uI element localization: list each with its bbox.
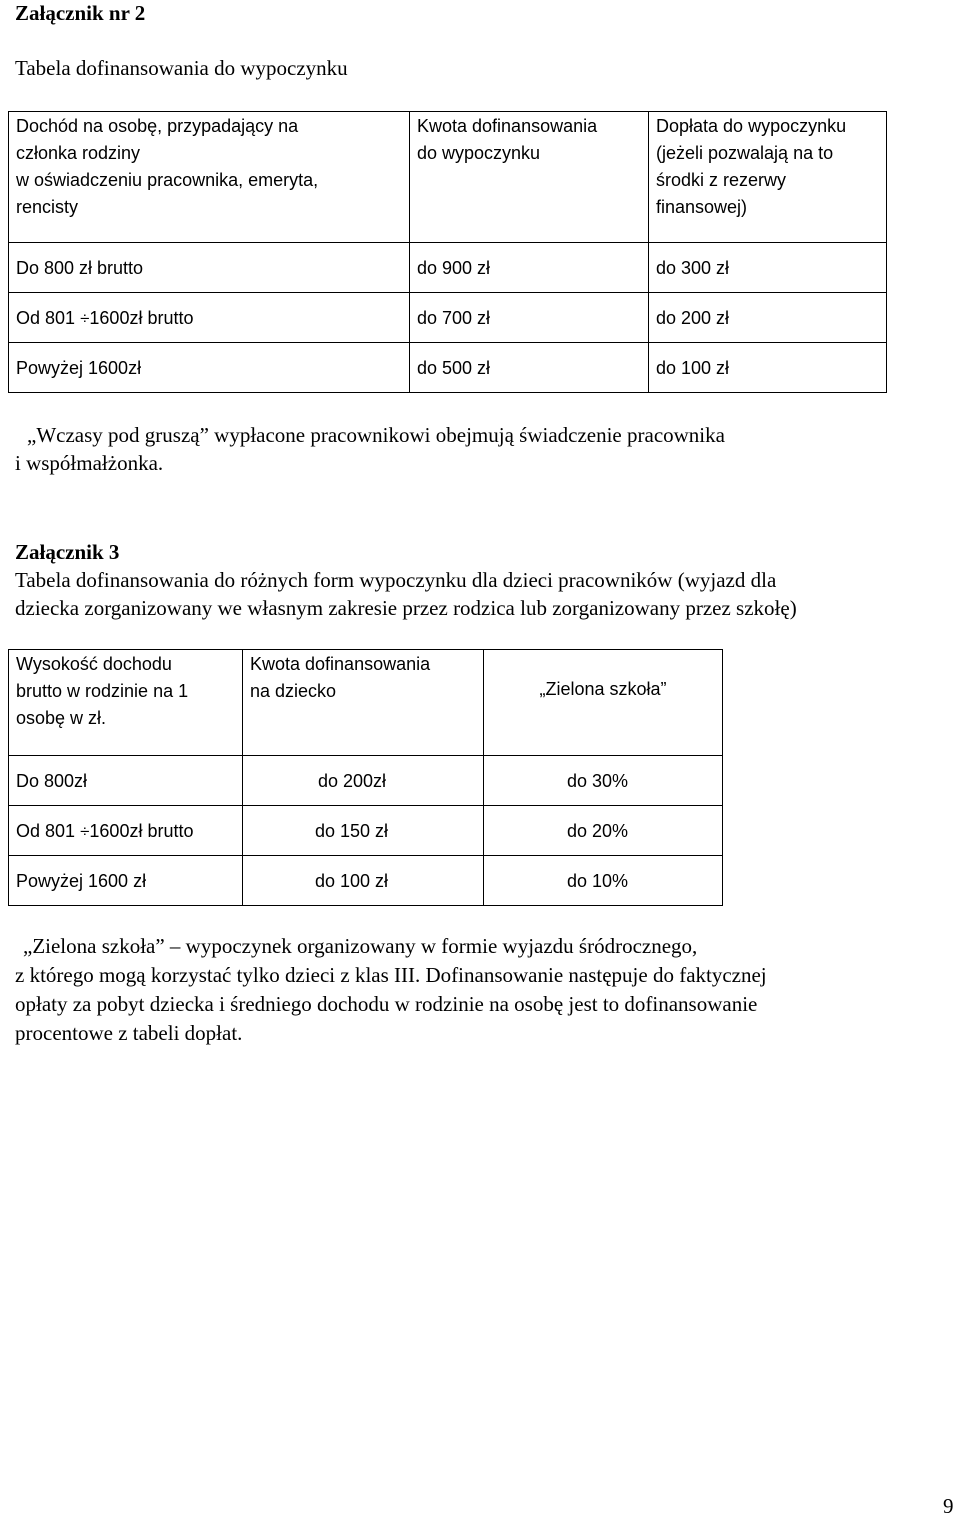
- table1-header-income: [9, 112, 410, 243]
- header-line: Kwota dofinansowania: [417, 116, 598, 136]
- section2-note: [15, 932, 925, 1048]
- table1-header-amount: [410, 112, 649, 243]
- income-prefix: Od 801: [16, 307, 76, 328]
- cell-amount: do 200zł: [243, 756, 484, 806]
- cell-amount: do 500 zł: [410, 343, 649, 393]
- header-line: osobę w zł.: [16, 708, 107, 728]
- page-number: 9: [943, 1494, 954, 1518]
- note-line: opłaty za pobyt dziecka i średniego dochodu w rodzinie na osobę jest to dofinansowanie: [15, 992, 758, 1016]
- header-line: (jeżeli pozwalają na to: [656, 143, 834, 163]
- desc-line: dziecka zorganizowany we własnym zakresie przez rodzica lub zorganizowany przez szkołę): [15, 596, 797, 620]
- table-row: [9, 293, 887, 343]
- header-line: Kwota dofinansowania: [250, 654, 431, 674]
- section2-description: [15, 566, 945, 622]
- cell-extra: do 200 zł: [649, 293, 887, 343]
- income-suffix: 1600zł brutto: [89, 307, 194, 328]
- table-row: [9, 856, 723, 906]
- header-line: Wysokość dochodu: [16, 654, 172, 674]
- header-line: Dopłata do wypoczynku: [656, 116, 847, 136]
- section1-note: [15, 421, 875, 477]
- table1-header-extra: [649, 112, 887, 243]
- table-row: [9, 756, 723, 806]
- cell-amount: do 100 zł: [243, 856, 484, 906]
- note-line: „Zielona szkoła” – wypoczynek organizowany w formie wyjazdu śródrocznego,: [23, 934, 698, 958]
- cell-income: [9, 806, 243, 856]
- income-prefix: Od 801: [16, 820, 76, 841]
- header-line: brutto w rodzinie na 1: [16, 681, 189, 701]
- section1-subtitle: Tabela dofinansowania do wypoczynku: [15, 56, 348, 80]
- header-line: Dochód na osobę, przypadający na: [16, 116, 299, 136]
- cell-percent: do 20%: [484, 806, 723, 856]
- note-line: procentowe z tabeli dopłat.: [15, 1021, 243, 1045]
- header-line: członka rodziny: [16, 143, 141, 163]
- header-line: na dziecko: [250, 681, 337, 701]
- table-row: [9, 806, 723, 856]
- table-funding-children: [8, 649, 723, 906]
- note-line: „Wczasy pod gruszą” wypłacone pracownikowi obejmują świadczenie pracownika: [27, 423, 725, 447]
- cell-amount: do 900 zł: [410, 243, 649, 293]
- cell-extra: do 300 zł: [649, 243, 887, 293]
- cell-income: [9, 293, 410, 343]
- table-funding-leisure: [8, 111, 887, 393]
- cell-amount: do 700 zł: [410, 293, 649, 343]
- header-line: rencisty: [16, 197, 79, 217]
- range-sign: ÷: [80, 308, 90, 328]
- header-line: „Zielona szkoła”: [539, 679, 667, 699]
- cell-income: Do 800 zł brutto: [9, 243, 410, 293]
- cell-percent: do 30%: [484, 756, 723, 806]
- section2-heading: Załącznik 3: [15, 540, 120, 564]
- desc-line: Tabela dofinansowania do różnych form wypoczynku dla dzieci pracowników (wyjazd dla: [15, 568, 777, 592]
- table2-header-green-school: [484, 650, 723, 756]
- note-line: z którego mogą korzystać tylko dzieci z klas III. Dofinansowanie następuje do faktycznej: [15, 963, 767, 987]
- cell-extra: do 100 zł: [649, 343, 887, 393]
- section1-heading: Załącznik nr 2: [15, 1, 146, 25]
- cell-income: Powyżej 1600 zł: [9, 856, 243, 906]
- cell-income: Do 800zł: [9, 756, 243, 806]
- cell-percent: do 10%: [484, 856, 723, 906]
- range-sign: ÷: [80, 821, 90, 841]
- table2-header-income: [9, 650, 243, 756]
- table-row: [9, 243, 887, 293]
- header-line: finansowej): [656, 197, 748, 217]
- note-line: i współmałżonka.: [15, 451, 164, 475]
- cell-amount: do 150 zł: [243, 806, 484, 856]
- header-line: do wypoczynku: [417, 143, 541, 163]
- table2-header-amount: [243, 650, 484, 756]
- cell-income: Powyżej 1600zł: [9, 343, 410, 393]
- header-line: w oświadczeniu pracownika, emeryta,: [16, 170, 319, 190]
- header-line: środki z rezerwy: [656, 170, 787, 190]
- table-row: [9, 343, 887, 393]
- income-suffix: 1600zł brutto: [89, 820, 194, 841]
